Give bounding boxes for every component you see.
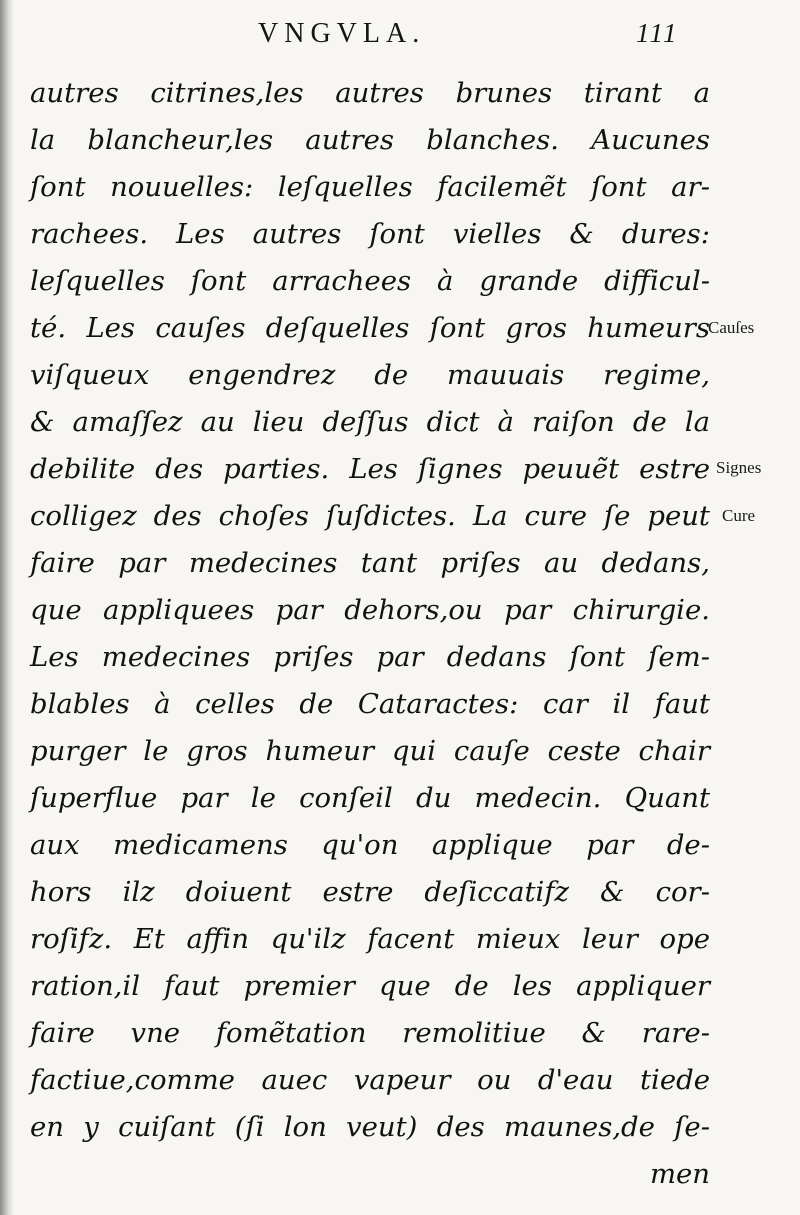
- text-line: ſuperflue par le conſeil du medecin. Quant: [30, 782, 710, 814]
- text-line: factiue,comme auec vapeur ou d'eau tiede: [30, 1064, 710, 1096]
- text-line: rachees. Les autres ſont vielles & dures:: [30, 218, 710, 250]
- text-line: purger le gros humeur qui cauſe ceste chair: [30, 735, 710, 767]
- text-line: autres citrines,les autres brunes tirant a: [30, 77, 710, 109]
- text-line: faire vne fomẽtation remolitiue & rare-: [30, 1017, 710, 1049]
- catchword: men: [649, 1158, 710, 1190]
- text-line: & amaſſez au lieu deſſus dict à raiſon de la: [30, 406, 710, 438]
- text-line: ſont nouuelles: leſquelles facilemẽt ſont ar-: [30, 171, 710, 203]
- page-number: 111: [636, 18, 679, 48]
- text-line: colligez des choſes ſuſdictes. La cure ſe peut: [30, 500, 710, 532]
- text-line: Les medecines priſes par dedans ſont ſem-: [30, 641, 710, 673]
- text-line: que appliquees par dehors,ou par chirurgie.: [30, 594, 710, 626]
- text-line: roſifz. Et affin qu'ilz facent mieux leur ope: [30, 923, 710, 955]
- text-line: en y cuiſant (ſi lon veut) des maunes,de ſe-: [30, 1111, 710, 1143]
- text-line: té. Les cauſes deſquelles ſont gros humeurs: [30, 312, 710, 344]
- text-line: ration,il faut premier que de les appliquer: [30, 970, 710, 1002]
- text-line: debilite des parties. Les ſignes peuuẽt estre: [30, 453, 710, 485]
- text-line: faire par medecines tant priſes au dedans,: [30, 547, 710, 579]
- running-title: VNGVLA.: [258, 18, 426, 49]
- text-line: aux medicamens qu'on applique par de-: [30, 829, 710, 861]
- text-line: la blancheur,les autres blanches. Aucunes: [30, 124, 710, 156]
- body-text: [30, 70, 710, 1198]
- text-line: blables à celles de Cataractes: car il faut: [30, 688, 710, 720]
- text-line: leſquelles ſont arrachees à grande difficul-: [30, 265, 710, 297]
- page-gutter-shadow: [0, 0, 14, 1215]
- margin-note-causes: Cauſes: [708, 318, 755, 337]
- margin-note-signes: Signes: [716, 458, 762, 477]
- text-line: viſqueux engendrez de mauuais regime,: [30, 359, 710, 391]
- margin-note-cure: Cure: [722, 506, 756, 525]
- running-head: [0, 16, 800, 56]
- text-line: hors ilz doiuent estre deſiccatifz & cor-: [30, 876, 710, 908]
